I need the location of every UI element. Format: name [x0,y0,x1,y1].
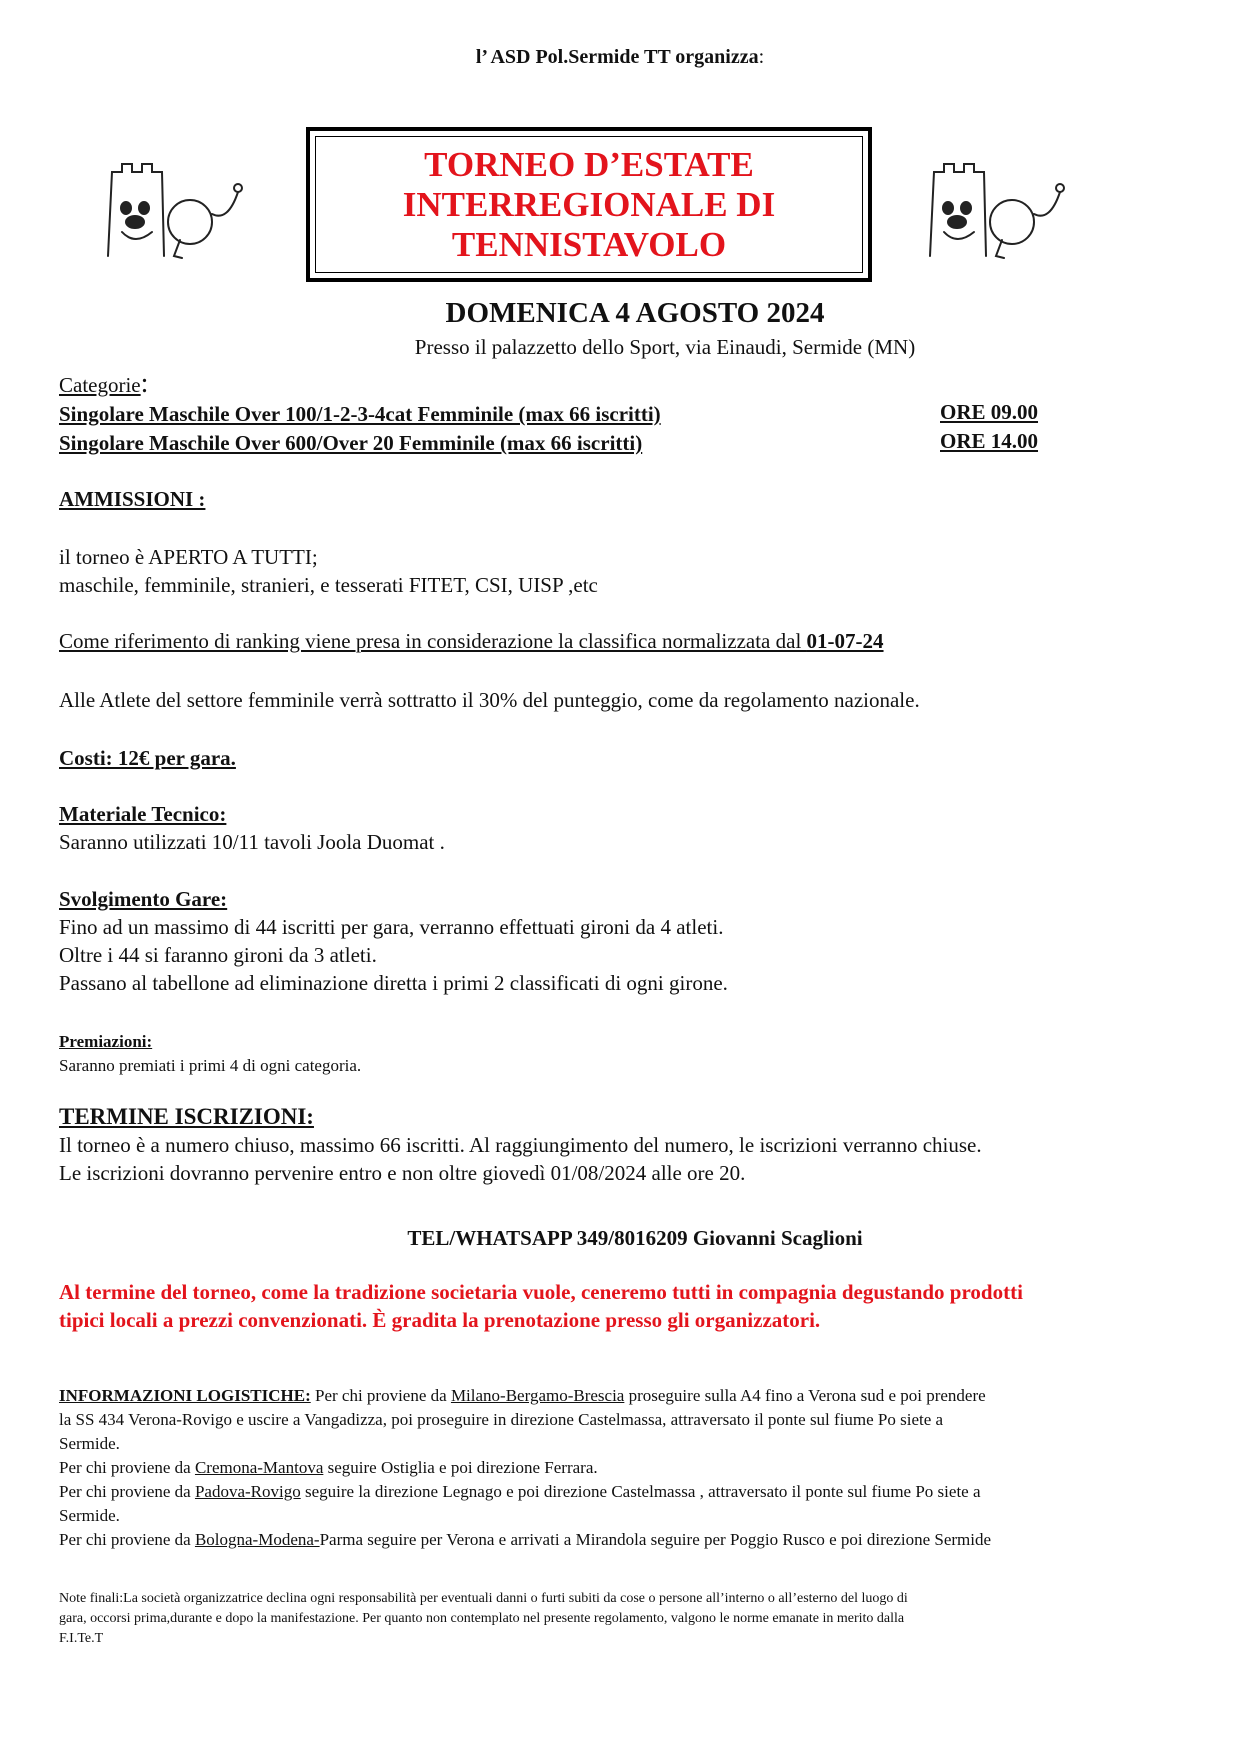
awards-text: Saranno premiati i primi 4 di ogni categoria. [59,1056,362,1075]
registration-heading: TERMINE ISCRIZIONI: [59,1104,314,1129]
ranking-text: Come riferimento di ranking viene presa in considerazione la classifica normalizzata dal [59,629,807,653]
logistics-line-6: Sermide. [59,1506,120,1525]
route-padova: Padova-Rovigo [194,1482,301,1501]
final-notes-line-3: F.I.Te.T [59,1631,104,1646]
admissions-line-2: maschile, femminile, stranieri, e tesserati FITET, CSI, UISP ,etc [59,573,598,597]
final-notes-line-1: Note finali:La società organizzatrice declina ogni responsabilità per eventuali danni o furti subiti da cose o persone all’interno o all’esterno del luogo di [59,1591,908,1606]
title-line-1: TORNEO D’ESTATE [424,144,754,184]
organizer-text: l’ ASD Pol.Sermide TT organizza [475,46,759,68]
route-bologna: Bologna-Modena- [194,1530,320,1549]
registration-line-2: Le iscrizioni dovranno pervenire entro e non oltre giovedì 01/08/2024 alle ore 20. [59,1161,746,1185]
registration-line-1: Il torneo è a numero chiuso, massimo 66 iscritti. Al raggiungimento del numero, le iscrizioni verranno chiuse. [59,1133,982,1157]
matches-heading: Svolgimento Gare: [59,887,228,911]
female-note: Alle Atlete del settore femminile verrà sottratto il 30% del punteggio, come da regolamento nazionale. [59,688,920,712]
logistics-p4-b: Parma seguire per Verona e arrivati a Mirandola seguire per Poggio Rusco e poi direzione Sermide [319,1530,992,1549]
logistics-p2-b: seguire Ostiglia e poi direzione Ferrara. [323,1458,598,1477]
categories-label-line [59,370,148,399]
title-inner-frame [315,136,863,273]
castle-mascot-logo-right [900,152,1100,262]
costs-line: Costi: 12€ per gara. [59,746,236,770]
route-milano: Milano-Bergamo-Brescia [450,1386,625,1405]
dinner-line-1: Al termine del torneo, come la tradizione societaria vuole, ceneremo tutti in compagnia degustando prodotti [59,1280,1023,1304]
logistics-line-3: Sermide. [59,1434,120,1453]
awards-heading: Premiazioni: [59,1032,153,1051]
matches-line-3: Passano al tabellone ad eliminazione diretta i primi 2 classificati di ogni girone. [59,971,728,995]
logistics-line-5 [59,1480,981,1504]
category-row-1: Singolare Maschile Over 100/1-2-3-4cat Femminile (max 66 iscritti) [59,402,661,426]
admissions-line-1: il torneo è APERTO A TUTTI; [59,545,318,569]
category-time-2: ORE 14.00 [940,429,1039,453]
matches-line-2: Oltre i 44 si faranno gironi da 3 atleti. [59,943,377,967]
logistics-line-7 [59,1528,991,1552]
categories-label: Categorie [59,373,141,397]
title-frame [306,127,872,282]
category-time-1: ORE 09.00 [940,400,1039,424]
organizer-line [0,46,1240,69]
logistics-p1-a: Per chi proviene da [310,1386,451,1405]
logistics-line-4 [59,1456,598,1480]
route-cremona: Cremona-Mantova [194,1458,324,1477]
admissions-heading: AMMISSIONI : [59,487,206,511]
equipment-text: Saranno utilizzati 10/11 tavoli Joola Duomat . [59,830,445,854]
logistics-p3-a: Per chi proviene da [59,1482,195,1501]
organizer-colon: : [758,46,765,68]
ranking-line [59,627,884,655]
ranking-date: 01-07-24 [806,629,884,653]
title-line-2: INTERREGIONALE DI [402,184,776,224]
matches-line-1: Fino ad un massimo di 44 iscritti per gara, verranno effettuati gironi da 4 atleti. [59,915,724,939]
castle-mascot-logo-left [78,152,278,262]
event-date: DOMENICA 4 AGOSTO 2024 [445,297,825,329]
logistics-line-1 [59,1384,986,1408]
dinner-line-2: tipici locali a prezzi convenzionati. È gradita la prenotazione presso gli organizzatori. [59,1308,821,1332]
title-line-3: TENNISTAVOLO [451,224,727,264]
category-row-2: Singolare Maschile Over 600/Over 20 Femminile (max 66 iscritti) [59,431,643,455]
logistics-heading: INFORMAZIONI LOGISTICHE: [59,1386,311,1405]
contact-line: TEL/WHATSAPP 349/8016209 Giovanni Scaglioni [407,1226,863,1250]
categories-colon: : [140,368,149,399]
logistics-p2-a: Per chi proviene da [59,1458,195,1477]
final-notes-line-2: gara, occorsi prima,durante e dopo la manifestazione. Per quanto non contemplato nel presente regolamento, valgono le norme emanate in merito dalla [59,1611,905,1626]
logistics-line-2: la SS 434 Verona-Rovigo e uscire a Vangadizza, poi proseguire in direzione Castelmassa, attraversato il ponte sul fiume Po siete a [59,1410,944,1429]
logistics-p1-b: proseguire sulla A4 fino a Verona sud e poi prendere [624,1386,986,1405]
event-venue: Presso il palazzetto dello Sport, via Einaudi, Sermide (MN) [414,335,916,359]
logistics-p4-a: Per chi proviene da [59,1530,195,1549]
equipment-heading: Materiale Tecnico: [59,802,227,826]
logistics-p3-b: seguire la direzione Legnago e poi direzione Castelmassa , attraversato il ponte sul fiume Po siete a [300,1482,981,1501]
